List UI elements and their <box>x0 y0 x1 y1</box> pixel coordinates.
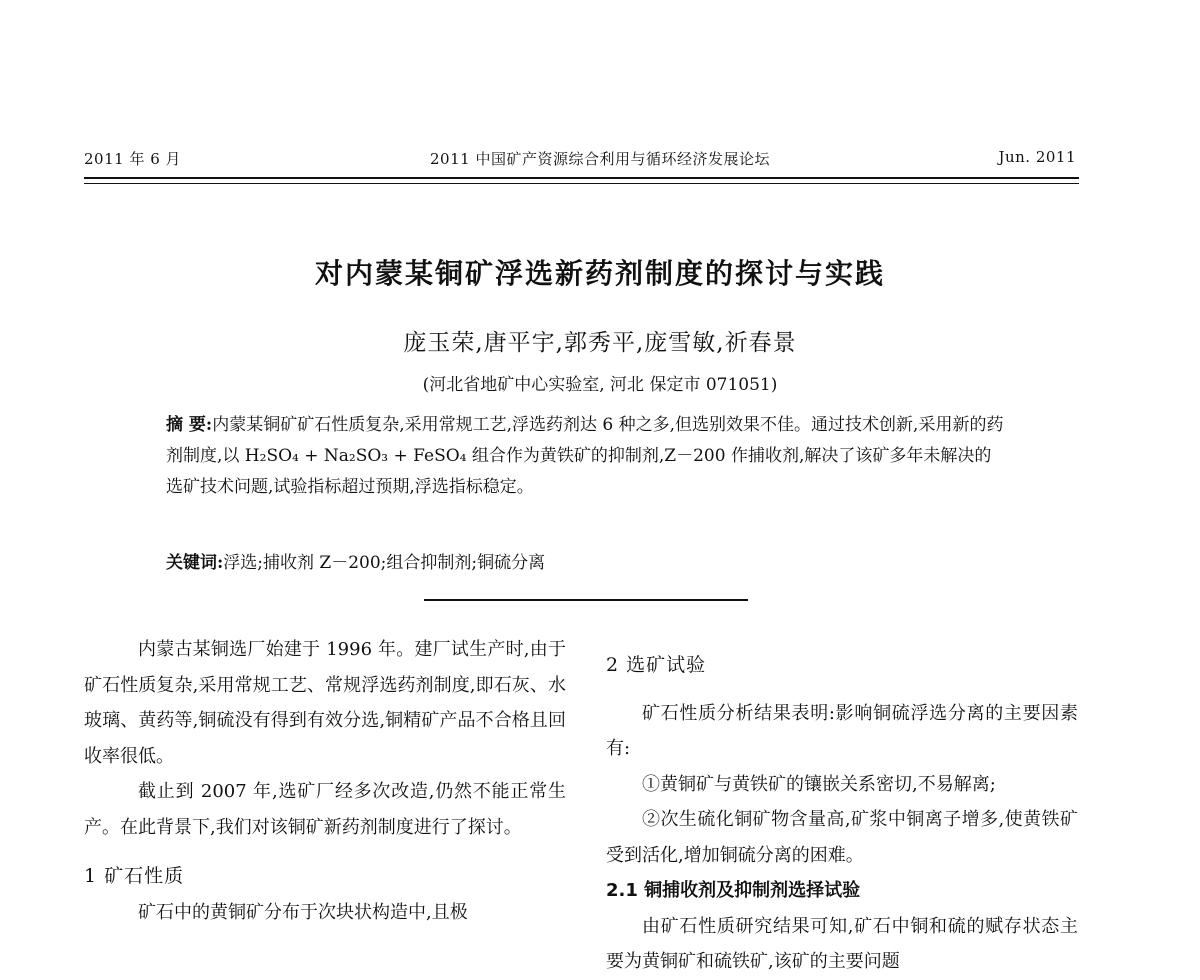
affiliation: (河北省地矿中心实验室, 河北 保定市 071051) <box>422 375 778 395</box>
subsection-title: 铜捕收剂及抑制剂选择试验 <box>644 880 861 901</box>
section-heading: 2 选矿试验 <box>606 654 707 676</box>
paragraph: 矿石中的黄铜矿分布于次块状构造中,且极 <box>138 901 468 923</box>
paper-title: 对内蒙某铜矿浮选新药剂制度的探讨与实践 <box>314 257 885 290</box>
header-date: 2011 年 6 月 <box>84 150 182 168</box>
section-heading: 1 矿石性质 <box>84 865 185 887</box>
paragraph: 截止到 2007 年,选矿厂经多次改造,仍然不能正常生产。在此背景下,我们对该铜矿新药剂制度进行了探讨。 <box>84 781 566 838</box>
abstract-text: 内蒙某铜矿矿石性质复杂,采用常规工艺,浮选药剂达 6 种之多,但选别效果不佳。通过技术创新,采用新的药剂制度,以 H₂SO₄ + Na₂SO₃ + FeSO₄ 组合作为黄铁矿的抑制剂,Z－200 作捕收剂,解决了该矿多年未解决的选矿技术问题,试验指标超过预期,浮选指标稳定。 <box>166 415 1004 497</box>
authors: 庞玉荣,唐平宇,郭秀平,庞雪敏,祈春景 <box>403 330 797 356</box>
paragraph: 内蒙古某铜选厂始建于 1996 年。建厂试生产时,由于矿石性质复杂,采用常规工艺、常规浮选药剂制度,即石灰、水玻璃、黄药等,铜硫没有得到有效分选,铜精矿产品不合格且回收率很低。 <box>84 639 566 767</box>
abstract-label: 摘 要: <box>166 415 213 435</box>
header-journal: 2011 中国矿产资源综合利用与循环经济发展论坛 <box>430 150 770 168</box>
list-item: ②次生硫化铜矿物含量高,矿浆中铜离子增多,使黄铁矿受到活化,增加铜硫分离的困难。 <box>606 809 1078 866</box>
abstract <box>166 410 1006 503</box>
header-rule-thick <box>84 177 1079 179</box>
left-column <box>84 632 566 930</box>
header-date-en: Jun. 2011 <box>998 148 1076 166</box>
list-item: ①黄铜矿与黄铁矿的镶嵌关系密切,不易解离; <box>642 773 996 795</box>
divider <box>424 599 748 601</box>
header-rule-thin <box>84 183 1079 184</box>
right-column <box>606 648 1078 980</box>
subsection-heading <box>606 873 1078 909</box>
keywords-text: 浮选;捕收剂 Z－200;组合抑制剂;铜硫分离 <box>223 553 546 573</box>
subsection-number: 2.1 <box>606 880 638 901</box>
paragraph: 矿石性质分析结果表明:影响铜硫浮选分离的主要因素有: <box>606 702 1078 759</box>
paragraph: 由矿石性质研究结果可知,矿石中铜和硫的赋存状态主要为黄铜矿和硫铁矿,该矿的主要问题 <box>606 915 1078 972</box>
keywords <box>166 548 545 573</box>
keywords-label: 关键词: <box>166 553 224 573</box>
